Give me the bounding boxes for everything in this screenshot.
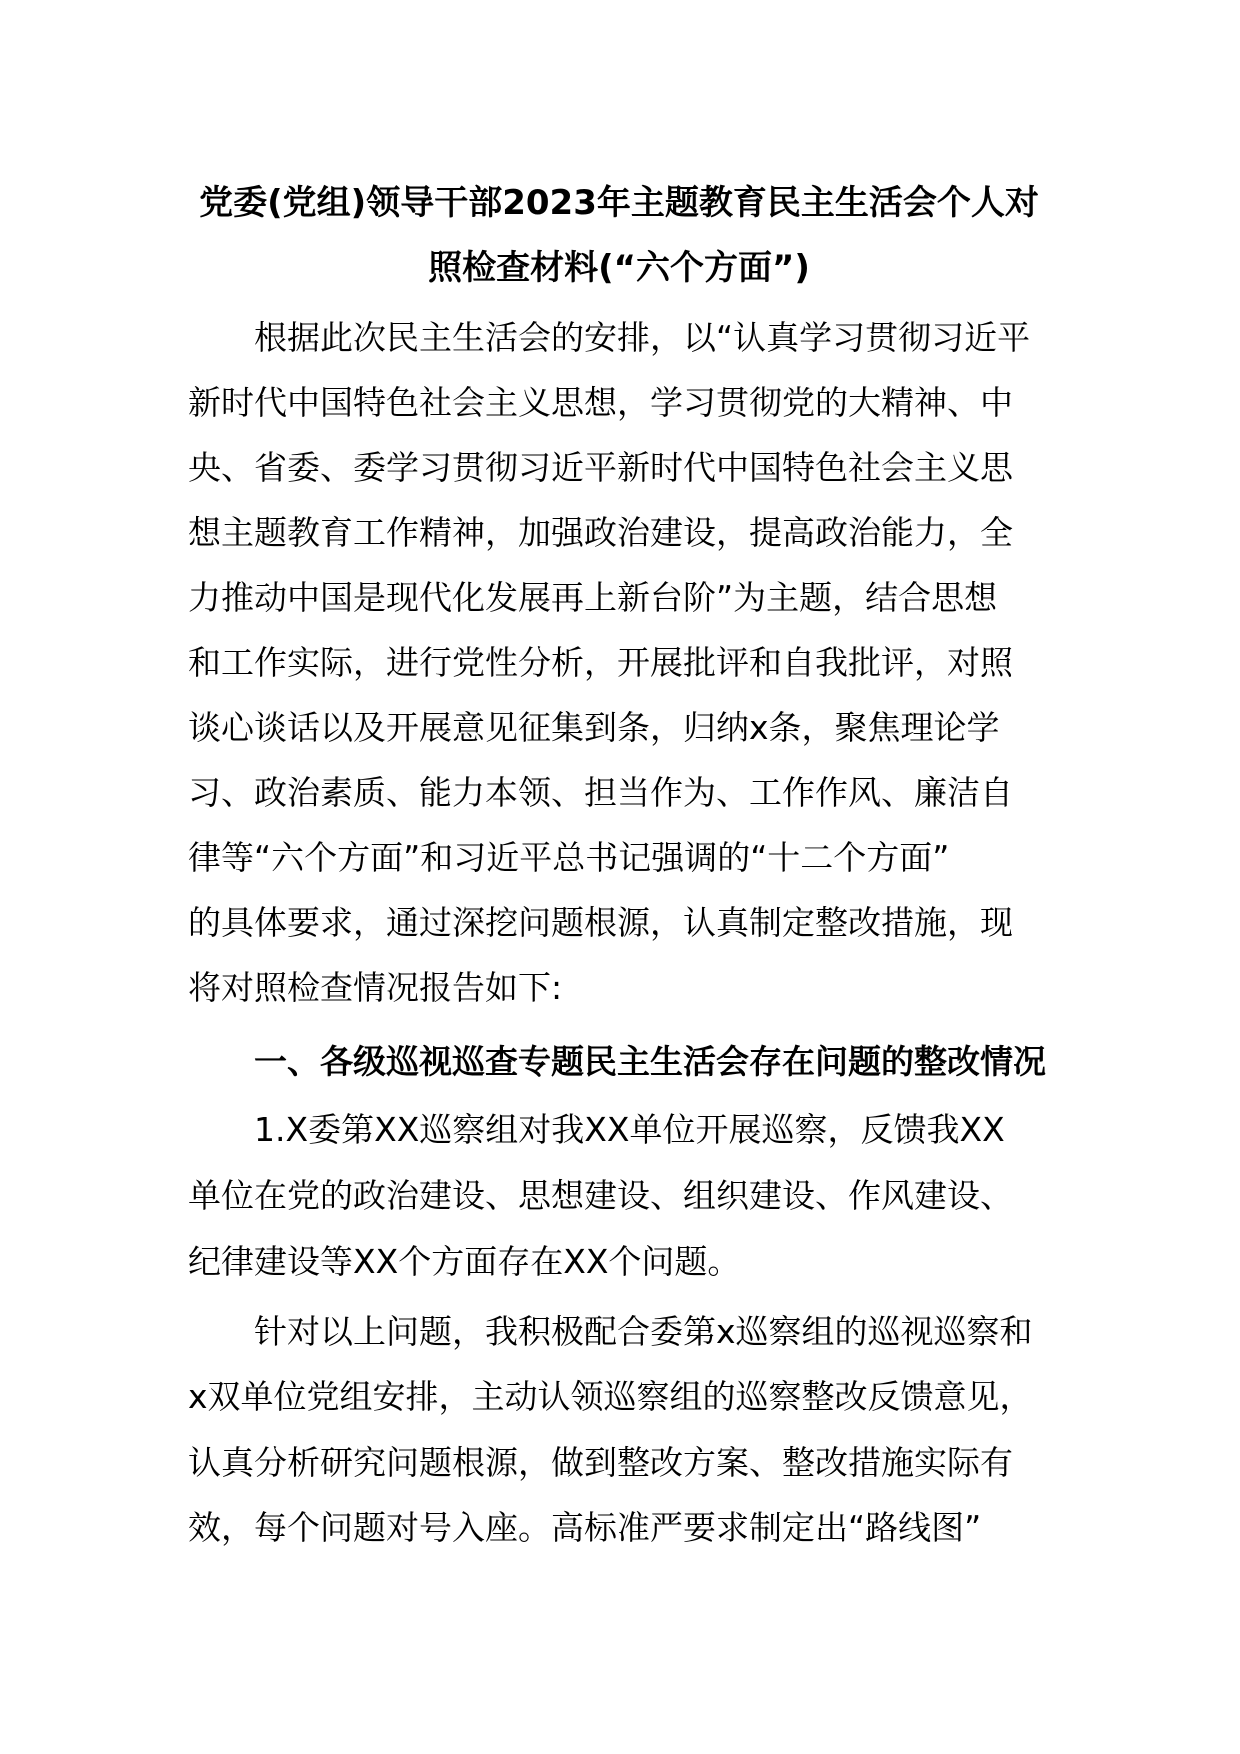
- intro-line: 谈心谈话以及开展意见征集到条，归纳x条，聚焦理论学: [188, 708, 1000, 747]
- intro-line: 的具体要求，通过深挖问题根源，认真制定整改措施，现: [188, 903, 1013, 942]
- intro-line: 央、省委、委学习贯彻习近平新时代中国特色社会主义思: [188, 448, 1013, 487]
- paragraph-1-line: 1.X委第XX巡察组对我XX单位开展巡察，反馈我XX: [188, 1110, 1005, 1149]
- intro-line: 根据此次民主生活会的安排，以“认真学习贯彻习近平: [188, 318, 1031, 357]
- intro-line: 想主题教育工作精神，加强政治建设，提高政治能力，全: [188, 513, 1013, 552]
- paragraph-2-line: 针对以上问题，我积极配合委第x巡察组的巡视巡察和: [188, 1312, 1033, 1351]
- section-heading: 一、各级巡视巡查专题民主生活会存在问题的整改情况: [188, 1042, 1046, 1081]
- intro-line: 习、政治素质、能力本领、担当作为、工作作风、廉洁自: [188, 773, 1013, 812]
- intro-line: 力推动中国是现代化发展再上新台阶”为主题，结合思想: [188, 578, 998, 617]
- intro-line: 新时代中国特色社会主义思想，学习贯彻党的大精神、中: [188, 383, 1013, 422]
- document-title-line-1: 党委(党组)领导干部2023年主题教育民主生活会个人对: [199, 183, 1039, 223]
- paragraph-1-line: 单位在党的政治建设、思想建设、组织建设、作风建设、: [188, 1176, 1013, 1215]
- document-title-line-2: 照检查材料(“六个方面”): [428, 248, 810, 288]
- paragraph-2-line: x双单位党组安排，主动认领巡察组的巡察整改反馈意见，: [188, 1377, 1033, 1416]
- intro-line: 将对照检查情况报告如下:: [188, 968, 563, 1007]
- paragraph-1-line: 纪律建设等XX个方面存在XX个问题。: [188, 1242, 741, 1281]
- paragraph-2-line: 认真分析研究问题根源，做到整改方案、整改措施实际有: [188, 1443, 1013, 1482]
- paragraph-2-line: 效，每个问题对号入座。高标准严要求制定出“路线图”: [188, 1508, 982, 1547]
- intro-line: 律等“六个方面”和习近平总书记强调的“十二个方面”: [188, 838, 950, 877]
- intro-line: 和工作实际，进行党性分析，开展批评和自我批评，对照: [188, 643, 1013, 682]
